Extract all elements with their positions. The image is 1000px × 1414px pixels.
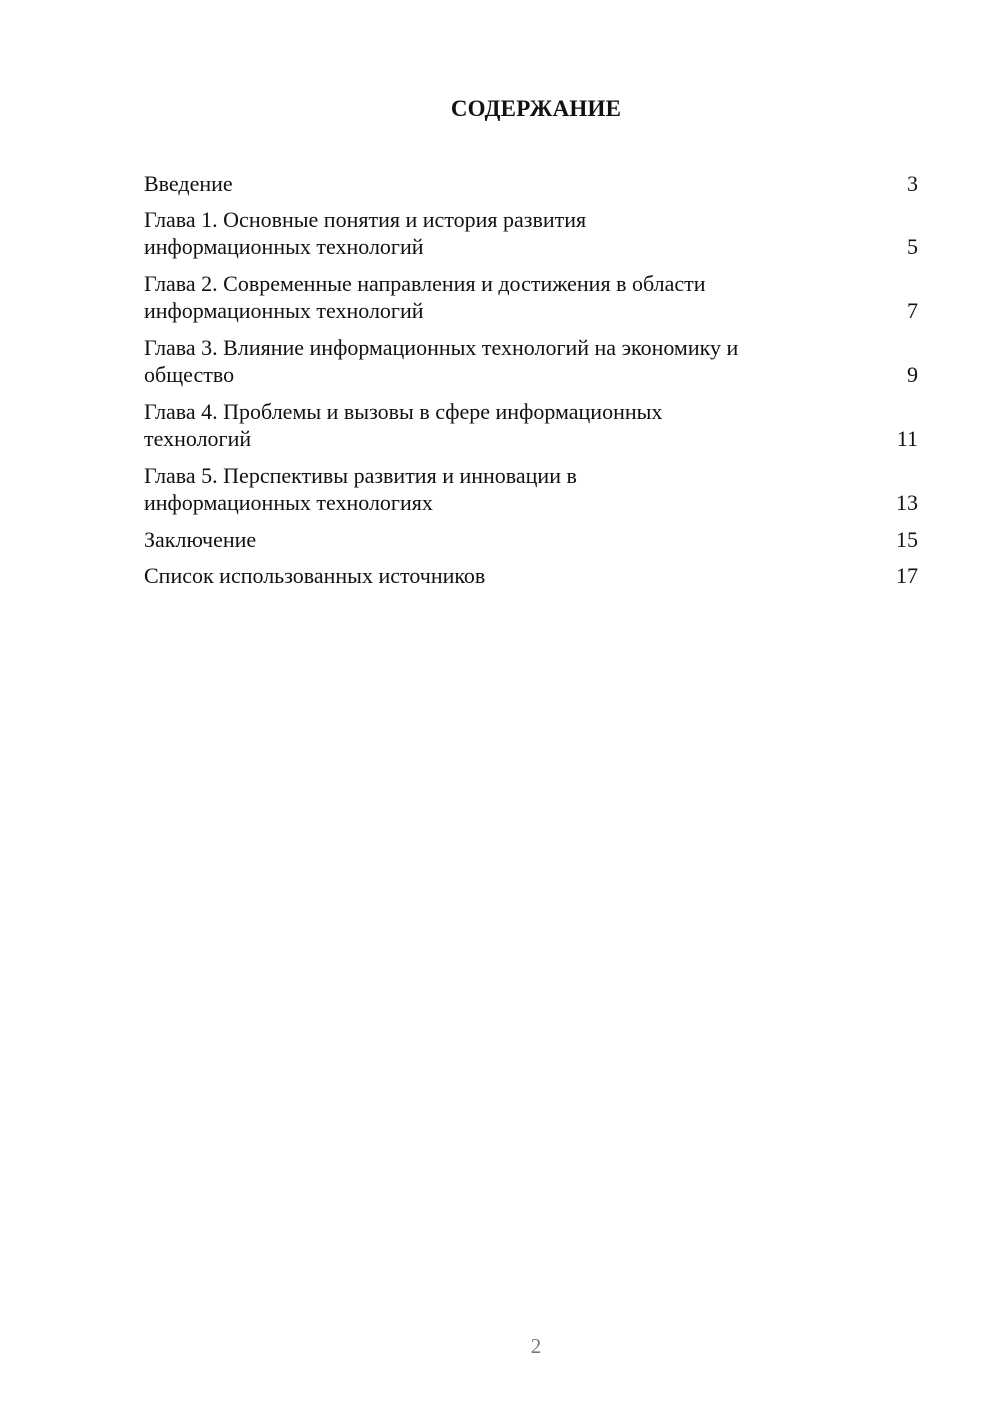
toc-item-page: 15	[896, 527, 918, 552]
toc-item-label: Глава 4. Проблемы и вызовы в сфере информационных технологий	[144, 399, 663, 451]
toc-item-introduction	[144, 170, 918, 197]
toc-item-page: 11	[896, 426, 918, 451]
toc-item-label: Заключение	[144, 527, 257, 552]
toc-item-page: 9	[907, 362, 918, 387]
toc-item-page: 3	[907, 171, 918, 196]
toc-item-chapter-5	[144, 462, 918, 516]
toc-item-conclusion	[144, 526, 918, 553]
toc-title: СОДЕРЖАНИЕ	[450, 96, 622, 121]
toc-item-label: Глава 1. Основные понятия и история развития информационных технологий	[144, 207, 587, 259]
toc-item-label: Список использованных источников	[144, 563, 486, 588]
toc-item-chapter-1	[144, 206, 918, 260]
toc-item-label: Глава 5. Перспективы развития и инновации в информационных технологиях	[144, 463, 577, 515]
toc-item-chapter-4	[144, 398, 918, 452]
table-of-contents	[144, 170, 918, 598]
toc-item-label: Глава 3. Влияние информационных технологий на экономику и общество	[144, 335, 739, 387]
toc-item-chapter-2	[144, 270, 918, 324]
toc-item-page: 17	[896, 563, 918, 588]
toc-item-references	[144, 562, 918, 589]
toc-item-label: Введение	[144, 171, 233, 196]
toc-item-page: 7	[907, 298, 918, 323]
toc-item-chapter-3	[144, 334, 918, 388]
toc-item-page: 5	[907, 234, 918, 259]
page-number: 2	[530, 1334, 542, 1358]
toc-item-label: Глава 2. Современные направления и достижения в области информационных технологий	[144, 271, 706, 323]
toc-item-page: 13	[896, 490, 918, 515]
